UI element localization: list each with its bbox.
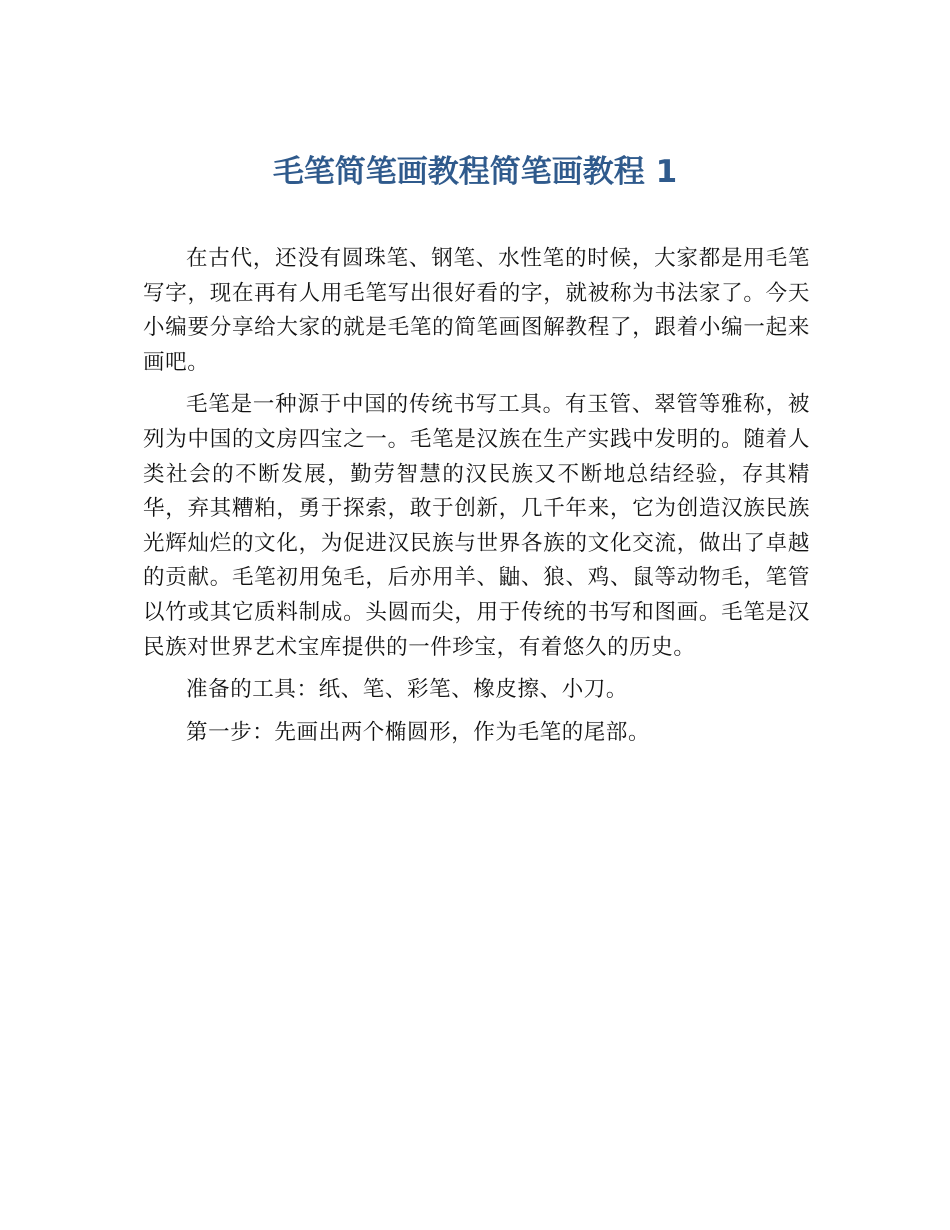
paragraph-intro: 在古代，还没有圆珠笔、钢笔、水性笔的时候，大家都是用毛笔写字，现在再有人用毛笔写出很好看的字，就被称为书法家了。今天小编要分享给大家的就是毛笔的简笔画图解教程了，跟着小编一起来画吧。 — [143, 246, 810, 375]
page-title: 毛笔简笔画教程简笔画教程 1 — [272, 154, 678, 190]
paragraph-history: 毛笔是一种源于中国的传统书写工具。有玉管、翠管等雅称，被列为中国的文房四宝之一。毛笔是汉族在生产实践中发明的。随着人类社会的不断发展，勤劳智慧的汉民族又不断地总结经验，存其精华，弃其糟粕，勇于探索，敢于创新，几千年来，它为创造汉族民族光辉灿烂的文化，为促进汉民族与世界各族的文化交流，做出了卓越的贡献。毛笔初用兔毛，后亦用羊、鼬、狼、鸡、鼠等动物毛，笔管以竹或其它质料制成。头圆而尖，用于传统的书写和图画。毛笔是汉民族对世界艺术宝库提供的一件珍宝，有着悠久的历史。 — [143, 392, 810, 660]
paragraph-tools: 准备的工具：纸、笔、彩笔、橡皮擦、小刀。 — [186, 677, 629, 703]
document-body — [143, 242, 810, 758]
paragraph-step-one: 第一步：先画出两个椭圆形，作为毛笔的尾部。 — [186, 719, 651, 745]
